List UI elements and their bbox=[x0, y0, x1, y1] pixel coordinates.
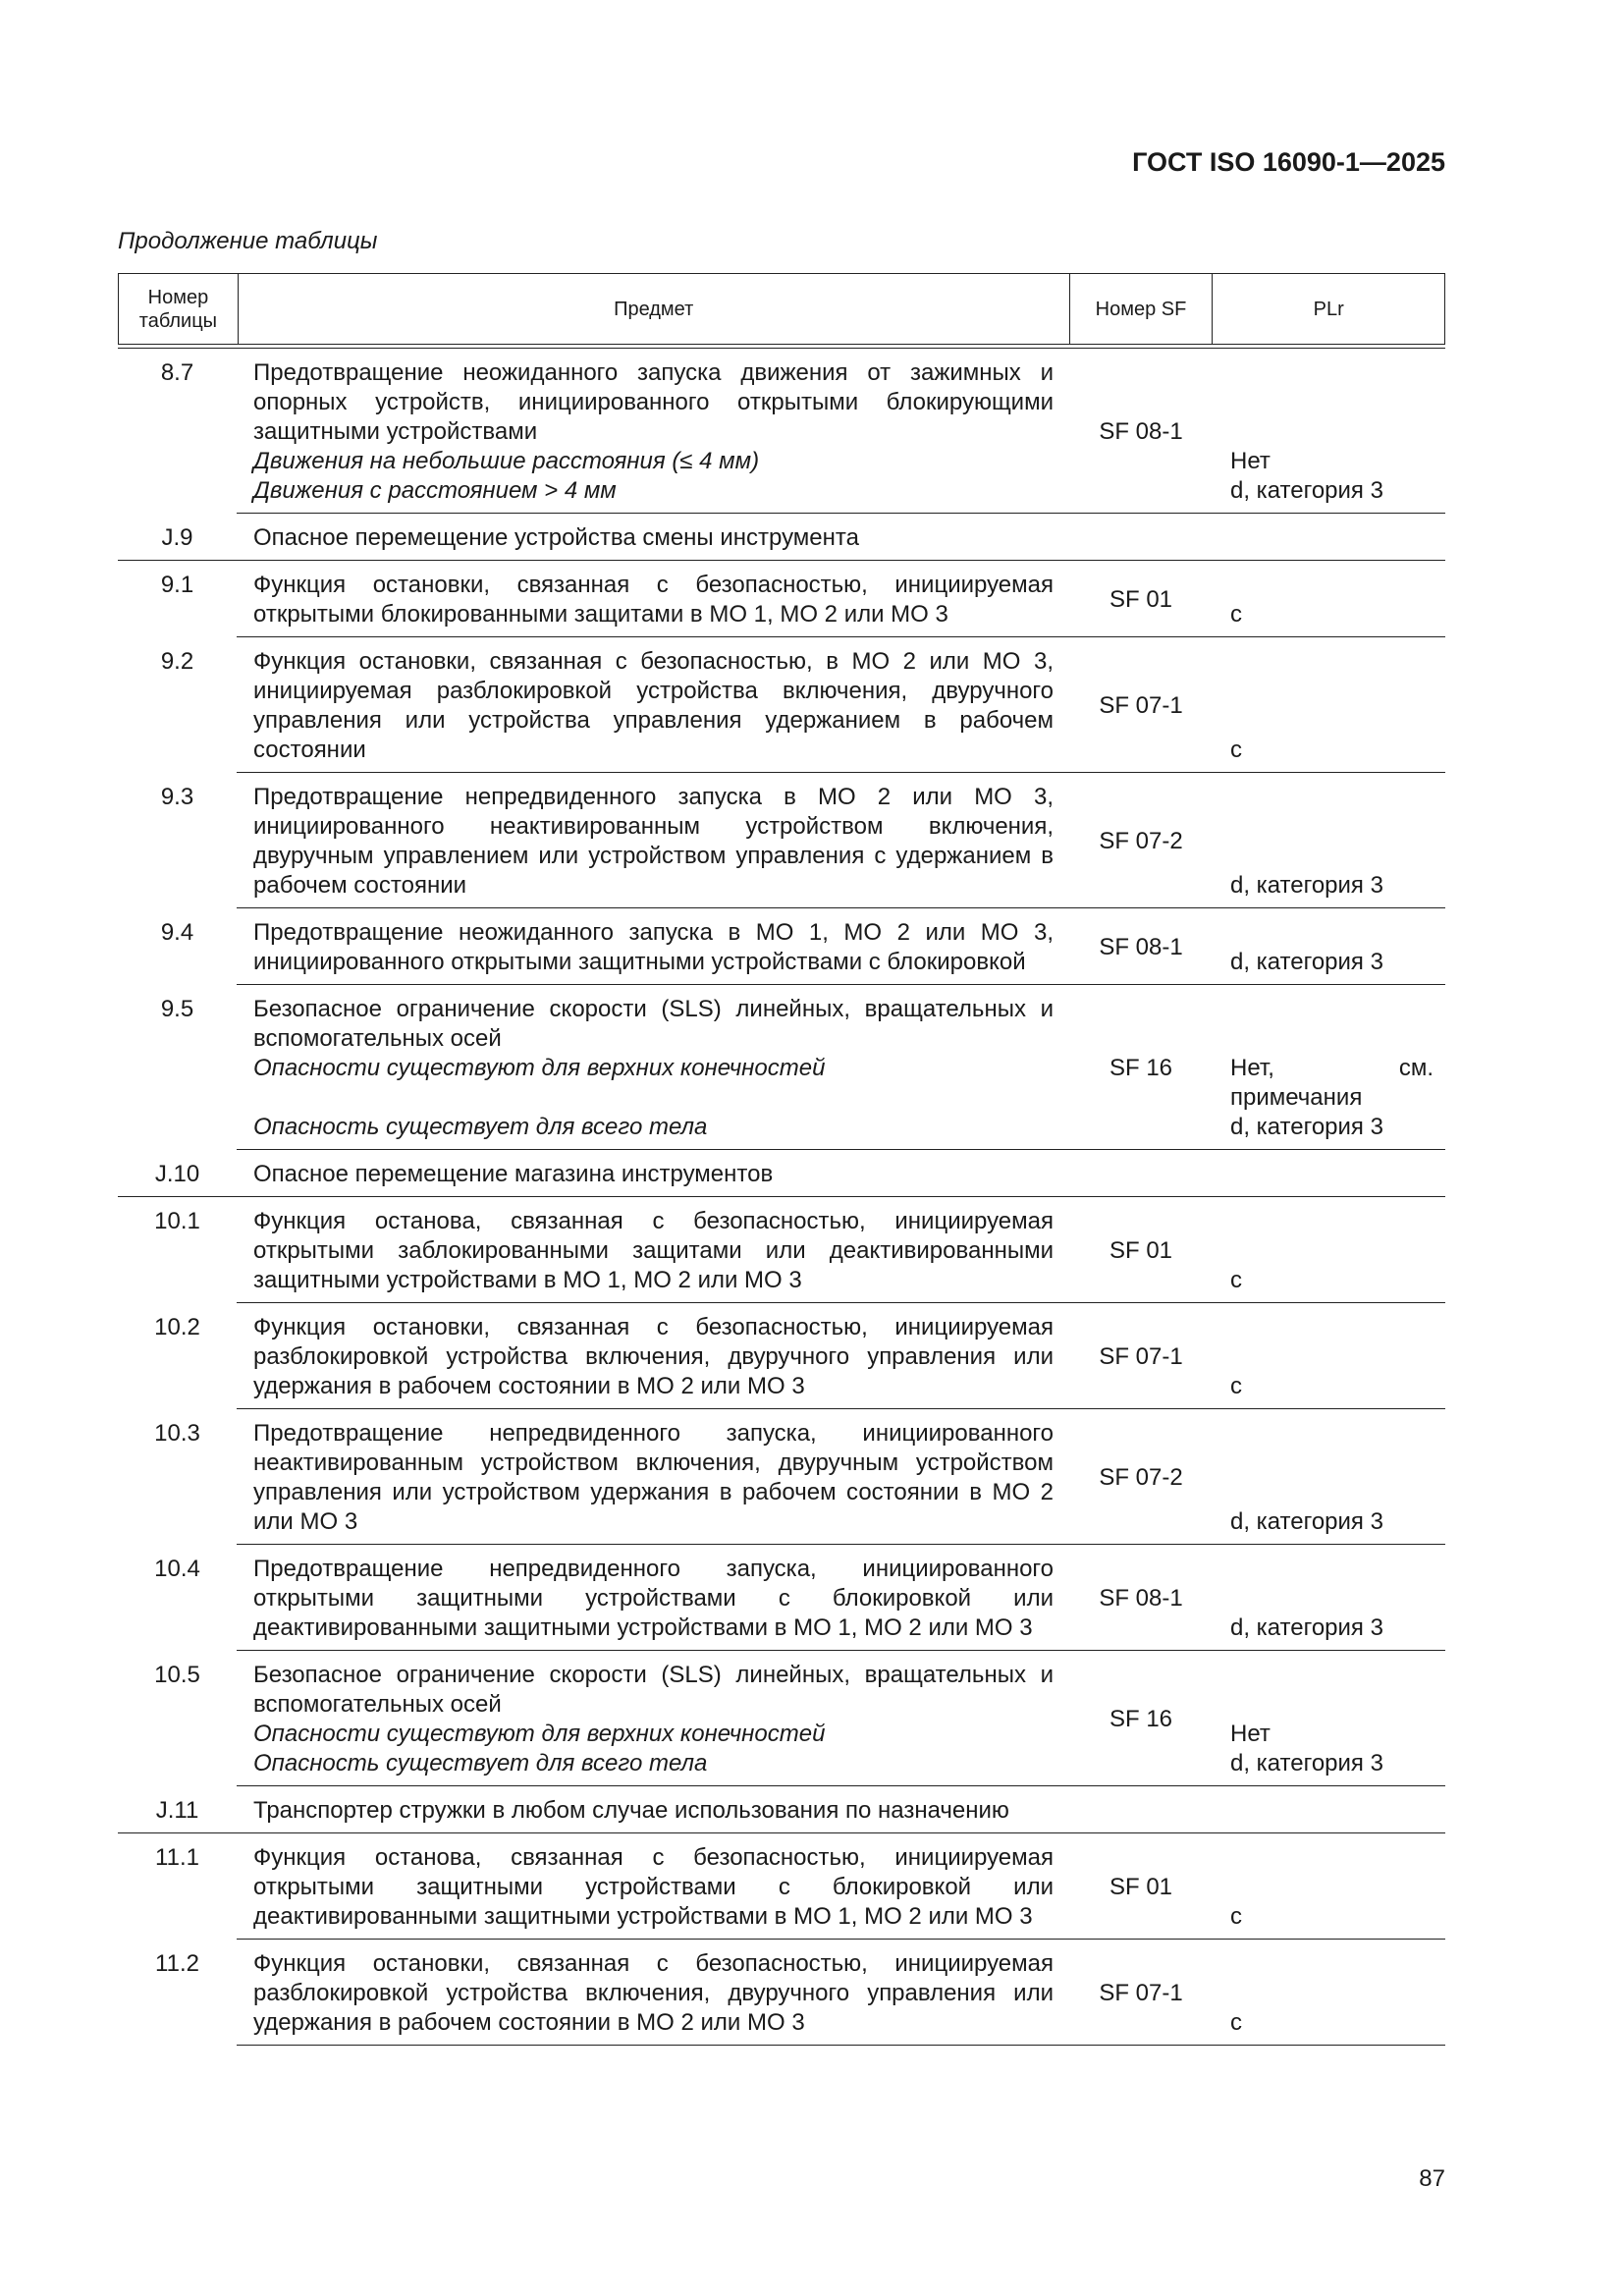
plr-value: d, категория 3 bbox=[1230, 1114, 1383, 1140]
subject-case-line: Опасности существуют для верхних конечностей bbox=[253, 1721, 826, 1747]
row-plr bbox=[1213, 995, 1445, 1142]
table-row bbox=[118, 1409, 1445, 1545]
row-sf-number bbox=[1069, 1160, 1213, 1189]
subject-case-line: Движения на небольшие расстояния (≤ 4 мм) bbox=[253, 448, 760, 474]
row-sf-number: SF 01 bbox=[1109, 1874, 1173, 1900]
subject-text: Предотвращение непредвиденного запуска, инициированного неактивированным устройством включения, двуручным устройством управления или устройством удержания в рабочем состоянии в МО 2 или МО 3 bbox=[253, 1420, 1054, 1535]
row-number: 9.4 bbox=[160, 919, 194, 946]
plr-value: Нет bbox=[1230, 1721, 1271, 1747]
row-subject bbox=[237, 1160, 1069, 1189]
row-number: 10.1 bbox=[154, 1208, 200, 1234]
row-number: 8.7 bbox=[160, 359, 194, 386]
row-number: J.9 bbox=[161, 524, 193, 551]
column-header-sf-number: Номер SF bbox=[1069, 274, 1213, 344]
plr-value: d, категория 3 bbox=[1230, 477, 1383, 504]
row-plr bbox=[1213, 358, 1445, 506]
section-row bbox=[118, 514, 1445, 561]
row-sf-number: SF 08-1 bbox=[1099, 418, 1183, 445]
section-row bbox=[118, 1150, 1445, 1197]
row-subject bbox=[237, 1555, 1069, 1643]
subject-text: Предотвращение неожиданного запуска движения от зажимных и опорных устройств, инициированного открытыми блокирующими защитными устройствами bbox=[253, 359, 1054, 445]
row-sf-number: SF 16 bbox=[1109, 1706, 1173, 1732]
table-caption: Продолжение таблицы bbox=[118, 228, 378, 254]
row-sf-number: SF 07-1 bbox=[1099, 692, 1183, 719]
table-row bbox=[118, 1303, 1445, 1409]
plr-value: c bbox=[1230, 601, 1242, 628]
table-header bbox=[118, 273, 1445, 344]
page-number: 87 bbox=[1419, 2165, 1445, 2192]
subject-text: Функция останова, связанная с безопасностью, инициируемая открытыми заблокированными защитами или деактивированными защитными устройствами в МО 1, МО 2 или МО 3 bbox=[253, 1208, 1054, 1293]
row-number: 10.4 bbox=[154, 1556, 200, 1582]
row-subject bbox=[237, 1313, 1069, 1401]
row-sf-number: SF 07-1 bbox=[1099, 1343, 1183, 1370]
row-sf-number: SF 08-1 bbox=[1099, 934, 1183, 960]
plr-value: d, категория 3 bbox=[1230, 1614, 1383, 1641]
row-number: 10.2 bbox=[154, 1314, 200, 1340]
safety-functions-table bbox=[118, 273, 1445, 2046]
row-number: 9.5 bbox=[160, 996, 194, 1022]
table-body bbox=[118, 349, 1445, 2046]
subject-text: Функция остановки, связанная с безопасностью, инициируемая разблокировкой устройства включения, двуручного управления или удержания в рабочем состоянии в МО 2 или МО 3 bbox=[253, 1314, 1054, 1399]
row-subject bbox=[237, 1949, 1069, 2038]
table-row bbox=[118, 1651, 1445, 1786]
subject-text: Функция остановки, связанная с безопасностью, инициируемая разблокировкой устройства включения, двуручного управления или удержания в рабочем состоянии в МО 2 или МО 3 bbox=[253, 1950, 1054, 2036]
row-number: 11.2 bbox=[155, 1950, 199, 1977]
row-plr bbox=[1213, 1949, 1445, 2038]
plr-value: c bbox=[1230, 2009, 1242, 2036]
column-header-subject: Предмет bbox=[238, 274, 1069, 344]
row-sf-number bbox=[1069, 1796, 1213, 1826]
row-sf-number: SF 07-1 bbox=[1099, 1980, 1183, 2006]
row-plr bbox=[1213, 1419, 1445, 1537]
subject-text: Безопасное ограничение скорости (SLS) линейных, вращательных и вспомогательных осей bbox=[253, 996, 1054, 1052]
row-subject bbox=[237, 358, 1069, 506]
column-header-table-number: Номер таблицы bbox=[138, 286, 218, 332]
row-sf-number: SF 07-2 bbox=[1099, 1464, 1183, 1491]
row-sf-number: SF 01 bbox=[1109, 586, 1173, 613]
table-row bbox=[118, 1940, 1445, 2046]
row-plr bbox=[1213, 1843, 1445, 1932]
row-subject bbox=[237, 647, 1069, 765]
subject-text: Функция остановки, связанная с безопасностью, в МО 2 или МО 3, инициируемая разблокировкой устройства включения, двуручного управления или устройства управления удержанием в рабочем состоянии bbox=[253, 648, 1054, 763]
row-plr bbox=[1213, 1661, 1445, 1778]
row-sf-number bbox=[1069, 523, 1213, 553]
row-subject bbox=[237, 523, 1069, 553]
plr-value: d, категория 3 bbox=[1230, 1508, 1383, 1535]
row-number: 9.3 bbox=[160, 784, 194, 810]
row-plr bbox=[1213, 918, 1445, 977]
section-row bbox=[118, 1786, 1445, 1833]
subject-text: Предотвращение непредвиденного запуска, инициированного открытыми защитными устройствами с блокировкой или деактивированными защитными устройствами в МО 1, МО 2 или МО 3 bbox=[253, 1556, 1054, 1641]
row-subject bbox=[237, 1843, 1069, 1932]
table-row bbox=[118, 773, 1445, 908]
row-plr bbox=[1213, 1207, 1445, 1295]
subject-case-line: Опасность существует для всего тела bbox=[253, 1114, 708, 1140]
column-header-plr: PLr bbox=[1212, 274, 1444, 344]
plr-value: d, категория 3 bbox=[1230, 1750, 1383, 1777]
row-plr bbox=[1213, 783, 1445, 901]
row-number: 10.5 bbox=[154, 1662, 200, 1688]
plr-value: d, категория 3 bbox=[1230, 872, 1383, 899]
row-plr bbox=[1213, 523, 1445, 553]
plr-value: c bbox=[1230, 1267, 1242, 1293]
table-row bbox=[118, 349, 1445, 514]
row-plr bbox=[1213, 1160, 1445, 1189]
subject-text: Опасное перемещение устройства смены инструмента bbox=[253, 524, 859, 551]
row-sf-number: SF 01 bbox=[1109, 1237, 1173, 1264]
plr-value: c bbox=[1230, 737, 1242, 763]
row-plr bbox=[1213, 647, 1445, 765]
subject-text: Безопасное ограничение скорости (SLS) линейных, вращательных и вспомогательных осей bbox=[253, 1662, 1054, 1718]
row-plr bbox=[1213, 1313, 1445, 1401]
subject-text: Предотвращение неожиданного запуска в МО 1, МО 2 или МО 3, инициированного открытыми защитными устройствами с блокировкой bbox=[253, 919, 1054, 975]
row-plr bbox=[1213, 1555, 1445, 1643]
plr-value: d, категория 3 bbox=[1230, 949, 1383, 975]
row-number: 11.1 bbox=[155, 1844, 199, 1871]
row-sf-number: SF 07-2 bbox=[1099, 828, 1183, 854]
subject-text: Транспортер стружки в любом случае использования по назначению bbox=[253, 1797, 1009, 1824]
row-sf-number: SF 16 bbox=[1109, 1055, 1173, 1081]
row-number: 9.2 bbox=[160, 648, 194, 675]
row-number: 10.3 bbox=[154, 1420, 200, 1447]
subject-text: Функция останова, связанная с безопасностью, инициируемая открытыми защитными устройствами с блокировкой или деактивированными защитными устройствами в МО 1, МО 2 или МО 3 bbox=[253, 1844, 1054, 1930]
row-subject bbox=[237, 1796, 1069, 1826]
row-number: 9.1 bbox=[160, 572, 194, 598]
plr-value: c bbox=[1230, 1373, 1242, 1399]
subject-case-line bbox=[253, 1083, 1054, 1113]
table-row bbox=[118, 985, 1445, 1150]
row-number: J.11 bbox=[155, 1797, 199, 1824]
table-row bbox=[118, 1197, 1445, 1303]
table-row bbox=[118, 1833, 1445, 1940]
subject-case-line: Опасность существует для всего тела bbox=[253, 1750, 708, 1777]
subject-case-line: Движения с расстоянием > 4 мм bbox=[253, 477, 617, 504]
row-plr bbox=[1213, 571, 1445, 629]
row-subject bbox=[237, 918, 1069, 977]
plr-value: Нет, см. примечания bbox=[1230, 1055, 1434, 1111]
row-subject bbox=[237, 1207, 1069, 1295]
plr-value: Нет bbox=[1230, 448, 1271, 474]
table-row bbox=[118, 561, 1445, 637]
row-subject bbox=[237, 995, 1069, 1142]
table-row bbox=[118, 1545, 1445, 1651]
row-sf-number: SF 08-1 bbox=[1099, 1585, 1183, 1612]
row-number: J.10 bbox=[154, 1161, 200, 1187]
table-row bbox=[118, 908, 1445, 985]
subject-text: Функция остановки, связанная с безопасностью, инициируемая открытыми блокированными защитами в МО 1, МО 2 или МО 3 bbox=[253, 572, 1054, 628]
row-subject bbox=[237, 571, 1069, 629]
table-row bbox=[118, 637, 1445, 773]
subject-text: Предотвращение непредвиденного запуска в МО 2 или МО 3, инициированного неактивированным устройством включения, двуручным управлением или устройством управления с удержанием в рабочем состоянии bbox=[253, 784, 1054, 899]
row-plr bbox=[1213, 1796, 1445, 1826]
row-subject bbox=[237, 1419, 1069, 1537]
row-subject bbox=[237, 783, 1069, 901]
row-subject bbox=[237, 1661, 1069, 1778]
plr-value: c bbox=[1230, 1903, 1242, 1930]
subject-text: Опасное перемещение магазина инструментов bbox=[253, 1161, 774, 1187]
subject-case-line: Опасности существуют для верхних конечностей bbox=[253, 1055, 826, 1081]
document-header: ГОСТ ISO 16090-1—2025 bbox=[1132, 147, 1445, 177]
